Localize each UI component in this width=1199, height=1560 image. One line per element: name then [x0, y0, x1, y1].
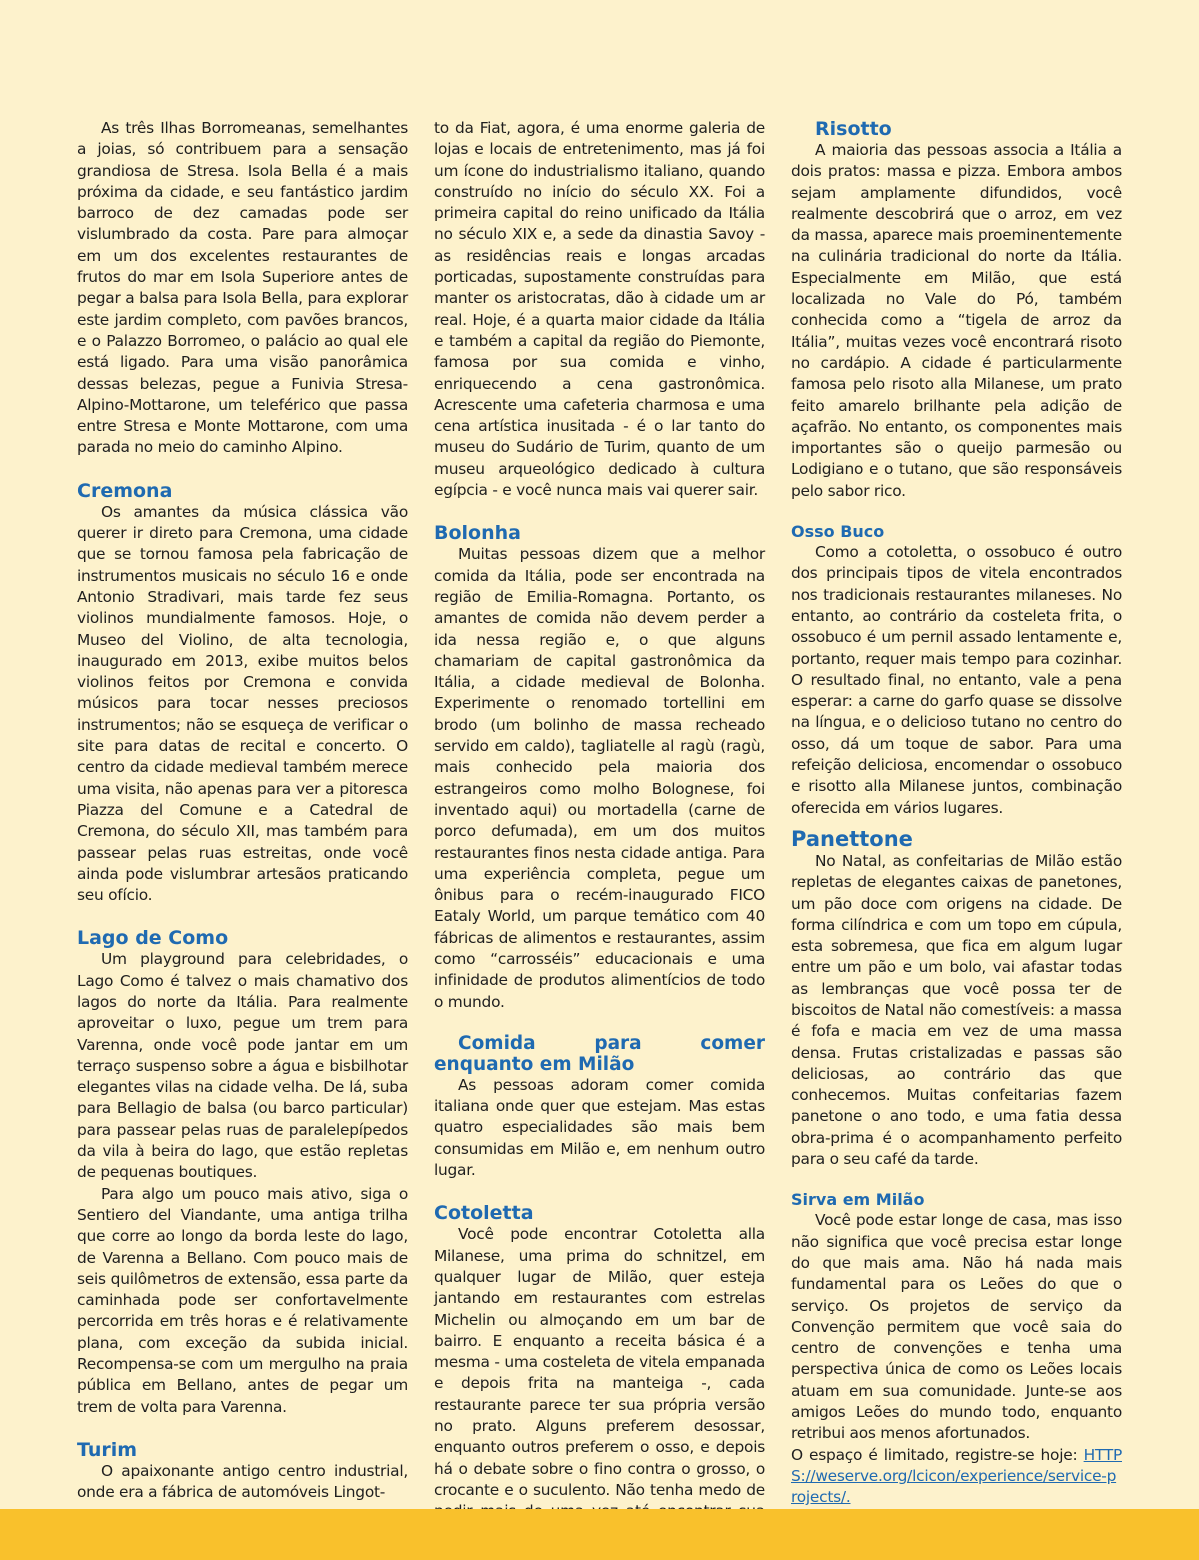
sirva-cta-text: O espaço é limitado, registre-se hoje:: [791, 1445, 1078, 1464]
panettone-paragraph: No Natal, as confeitarias de Milão estão repletas de elegantes caixas de panetones, um pão doce com origens na cidade. De forma cilíndrica e com um topo em cúpula, esta sobremesa, que fica em algum lugar entre um pão e um bolo, vai afastar todas as lembranças que você possa ter de biscoitos de Natal não comestíveis: a massa é fofa e macia em vez de uma massa densa. Frutas cristalizadas e passas são deliciosas, ao contrário das que conhecemos. Muitas confeitarias fazem panetone o ano todo, e uma fatia dessa obra-prima é o acompanhamento perfeito para o seu café da tarde.: [791, 851, 1122, 1169]
comida-paragraph: As pessoas adoram comer comida italiana onde quer que estejam. Mas estas quatro especialidades são mais bem consumidas em Milão e, em nenhum outro lugar.: [434, 1075, 765, 1180]
heading-panettone: Panettone: [791, 826, 913, 851]
como-paragraph-2: Para algo um pouco mais ativo, siga o Sentiero del Viandante, uma antiga trilha que corre ao longo da borda leste do lago, de Varenna a Bellano. Com pouco mais de seis quilômetros de extensão, essa parte da caminhada pode ser confortavelmente percorrida em três horas e é relativamente plana, com exceção da subida inicial. Recompensa-se com um mergulho na praia pública em Bellano, antes de pegar um trem de volta para Varenna.: [77, 1184, 408, 1416]
intro-paragraph: As três Ilhas Borromeanas, semelhantes a joias, só contribuem para a sensação grandiosa de Stresa. Isola Bella é a mais próxima da cidade, e seu fantástico jardim barroco de dez camadas pode ser vislumbrado da costa. Pare para almoçar em um dos excelentes restaurantes de frutos do mar em Isola Superiore antes de pegar a balsa para Isola Bella, para explorar este jardim completo, com pavões brancos, e o Palazzo Borromeo, o palácio ao qual ele está ligado. Para uma visão panorâmica dessas belezas, pegue a Funivia Stresa-Alpino-Mottarone, um teleférico que passa entre Stresa e Monte Mottarone, com uma parada no meio do caminho Alpino.: [77, 119, 408, 457]
bolonha-paragraph: Muitas pessoas dizem que a melhor comida da Itália, pode ser encontrada na região de Emilia-Romagna. Portanto, os amantes de comida não devem perder a ida nessa região e, o que alguns chamariam de capital gastronômica da Itália, a cidade medieval de Bolonha. Experimente o renomado tortellini em brodo (um bolinho de massa recheado servido em caldo), tagliatelle al ragù (ragù, mais conhecido pela maioria dos estrangeiros como molho Bolognese, foi inventado aqui) ou mortadella (carne de porco defumada), em um dos muitos restaurantes finos nesta cidade antiga. Para uma experiência completa, pegue um ônibus para o recém-inaugurado FICO Eataly World, um parque temático com 40 fábricas de alimentos e restaurantes, assim como “carrosséis” educacionais e uma infinidade de produtos alimentícios de todo o mundo.: [434, 545, 765, 1011]
turim-paragraph: O apaixonante antigo centro industrial, onde era a fábrica de automóveis Lingot-: [77, 1461, 408, 1502]
como-paragraph-1: Um playground para celebridades, o Lago Como é talvez o mais chamativo dos lagos do norte da Itália. Para realmente aproveitar o luxo, pegue um trem para Varenna, onde você pode jantar em um terraço suspenso sobre a água e bisbilhotar elegantes vilas na cidade velha. De lá, suba para Bellagio de balsa (ou barco particular) para passear pelas ruas de paralelepípedos da vila à beira do lago, que estão repletas de pequenas boutiques.: [77, 950, 408, 1182]
heading-risotto: Risotto: [815, 118, 892, 140]
heading-lago-de-como: Lago de Como: [77, 927, 229, 950]
heading-osso-buco: Osso Buco: [791, 522, 885, 542]
cremona-paragraph: Os amantes da música clássica vão querer ir direto para Cremona, uma cidade que se tornou famosa pela fabricação de instrumentos musicais no século 16 e onde Antonio Stradivari, mais tarde fez seus violinos mundialmente famosos. Hoje, o Museo del Violino, de alta tecnologia, inaugurado em 2013, exibe muitos belos violinos feitos por Cremona e convida músicos para tocar nesses preciosos instrumentos; não se esqueça de verificar o site para datas de recital e concerto. O centro da cidade medieval também merece uma visita, não apenas para ver a pitoresca Piazza del Comune e a Catedral de Cremona, do século XII, mas também para passear pelas ruas estreitas, onde você ainda pode vislumbrar artesãos praticando seu ofício.: [77, 502, 408, 905]
turim-continued-paragraph: to da Fiat, agora, é uma enorme galeria de lojas e locais de entretenimento, mas já foi um ícone do industrialismo italiano, quando construído no início do século XX. Foi a primeira capital do reino unificado da Itália no século XIX e, a sede da dinastia Savoy - as residências reais e longas arcadas porticadas, supostamente construídas para manter os aristocratas, dão à cidade um ar real. Hoje, é a quarta maior cidade da Itália e também a capital da região do Piemonte, famosa por sua comida e vinho, enriquecendo a cena gastronômica. Acrescente uma cafeteria charmosa e uma cena artística inusitada - é o lar tanto do museu do Sudário de Turim, quanto de um museu arqueológico dedicado à cultura egípcia - e você nunca mais vai querer sair.: [434, 119, 765, 500]
heading-cotoletta: Cotoletta: [434, 1202, 534, 1225]
heading-turim: Turim: [77, 1438, 138, 1461]
heading-bolonha: Bolonha: [434, 522, 521, 545]
risotto-paragraph: A maioria das pessoas associa a Itália a dois pratos: massa e pizza. Embora ambos sejam amplamente difundidos, você realmente descobrirá que o arroz, em vez da massa, aparece mais proeminentemente na culinária tradicional do norte da Itália. Especialmente em Milão, que está localizada no Vale do Pó, também conhecida como a “tigela de arroz da Itália”, muitas vezes você encontrará risoto no cardápio. A cidade é particularmente famosa pelo risoto alla Milanese, um prato feito amarelo brilhante pela adição de açafrão. No entanto, os componentes mais importantes são o queijo parmesão ou Lodigiano e o tutano, que são responsáveis pelo sabor rico.: [791, 141, 1122, 500]
footer-color-band: [0, 1509, 1199, 1560]
sirva-call-to-action: [791, 1445, 1122, 1509]
column-3: [791, 118, 1122, 1509]
heading-sirva-em-milao: Sirva em Milão: [791, 1190, 925, 1210]
heading-cremona: Cremona: [77, 479, 173, 502]
ossobuco-paragraph: Como a cotoletta, o ossobuco é outro dos principais tipos de vitela encontrados nos tradicionais restaurantes milaneses. No entanto, ao contrário da costeleta frita, o ossobuco é um pernil assado lentamente e, portanto, requer mais tempo para cozinhar. O resultado final, no entanto, vale a pena esperar: a carne do garfo quase se dissolve na língua, e o delicioso tutano no centro do osso, dá um toque de sabor. Para uma refeição deliciosa, encomendar o ossobuco e risotto alla Milanese juntos, combinação oferecida em vários lugares.: [791, 543, 1122, 817]
cotoletta-paragraph: Você pode encontrar Cotoletta alla Milanese, uma prima do schnitzel, em qualquer lugar de Milão, quer esteja jantando em restaurantes com estrelas Michelin ou almoçando em um bar de bairro. E enquanto a receita básica é a mesma - uma costeleta de vitela empanada e depois frita na manteiga -, cada restaurante parece ter sua própria versão no prato. Alguns preferem desossar, enquanto outros preferem o osso, e depois há o debate sobre o fino contra o grosso, o crocante e o suculento. Não tenha medo de: [434, 1225, 765, 1499]
service-projects-link[interactable]: HTTPS://weserve.org/lcicon/experience/service-projects/.: [791, 1445, 1122, 1507]
heading-comida-em-milao: Comida para comer enquanto em Milão: [434, 1032, 765, 1075]
sirva-paragraph: Você pode estar longe de casa, mas isso não significa que você precisa estar longe do que mais ama. Não há nada mais fundamental para os Leões do que o serviço. Os projetos de serviço da Convenção permitem que você saia do centro de convenções e tenha uma perspectiva única de como os Leões locais atuam em sua comunidade. Junte-se aos amigos Leões do mundo todo, enquanto retribui aos menos afortunados.: [791, 1211, 1122, 1443]
column-2: [434, 118, 765, 1544]
column-1: [77, 118, 408, 1504]
